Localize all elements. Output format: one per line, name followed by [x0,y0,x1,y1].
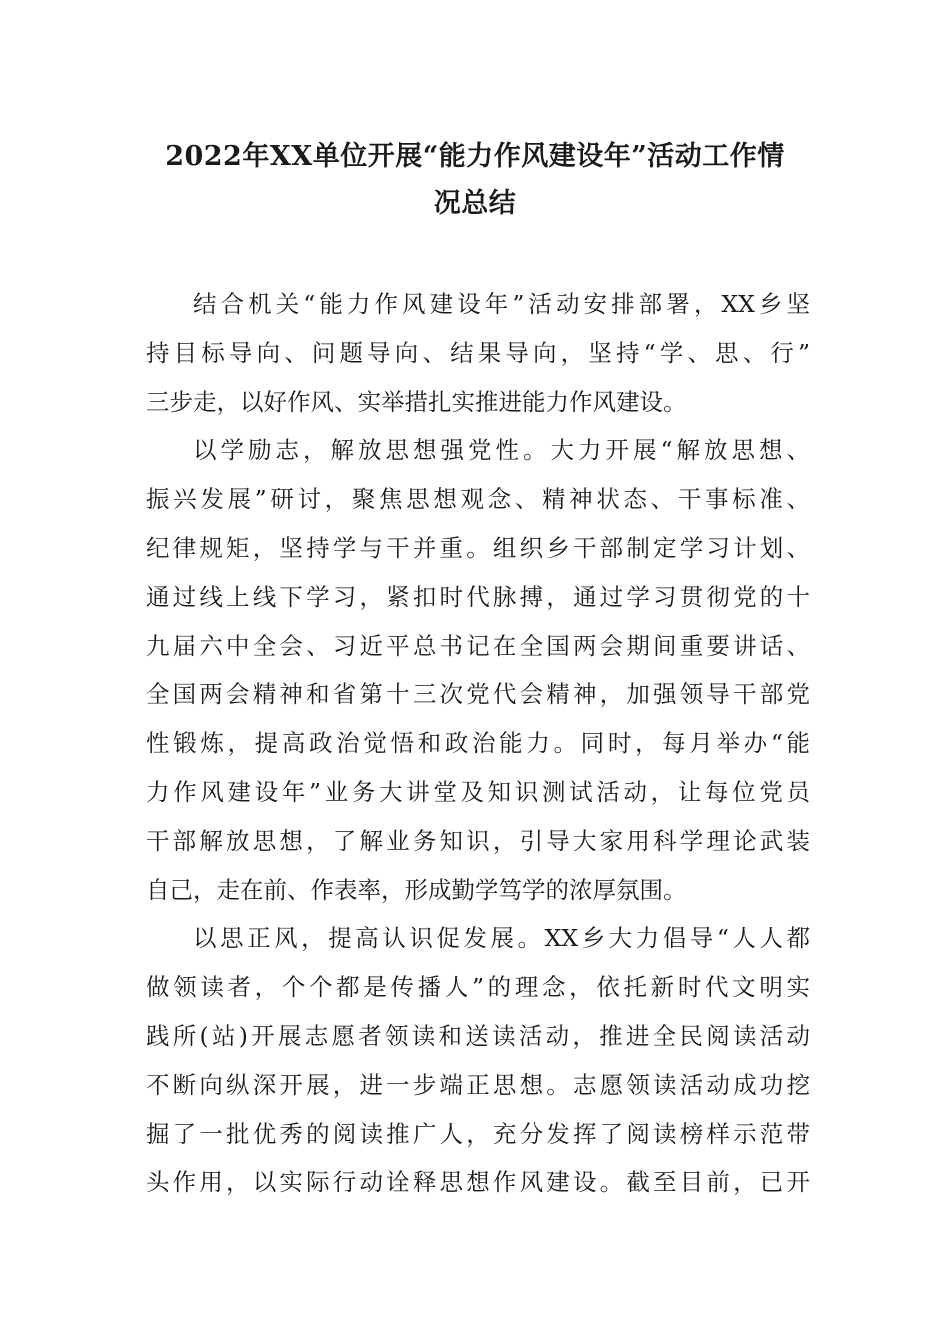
document-title [140,133,810,227]
text-line: 干部解放思想，了解业务知识，引导大家用科学理论武装 [146,826,810,855]
text-line: 自己，走在前、作表率，形成勤学笃学的浓厚氛围。 [146,875,687,904]
text-line: 全国两会精神和省第十三次党代会精神，加强领导干部党 [146,680,810,709]
text-line: 掘了一批优秀的阅读推广人，充分发挥了阅读榜样示范带 [146,1119,810,1148]
text-line: 不断向纵深开展，进一步端正思想。志愿领读活动成功挖 [146,1070,810,1099]
paragraph-study [146,426,810,914]
text-line: 通过线上线下学习，紧扣时代脉搏，通过学习贯彻党的十 [146,582,810,611]
text-line: 持目标导向、问题导向、结果导向，坚持“学、思、行” [146,338,810,367]
text-line: 做领读者，个个都是传播人”的理念，依托新时代文明实 [146,973,810,1002]
text-line: 结合机关“能力作风建设年”活动安排部署，XX乡坚 [193,290,810,318]
text-line: 性锻炼，提高政治觉悟和政治能力。同时，每月举办“能 [146,729,810,758]
text-line: 力作风建设年”业务大讲堂及知识测试活动，让每位党员 [146,777,810,806]
paragraph-intro [146,280,810,426]
text-line: 振兴发展”研讨，聚焦思想观念、精神状态、干事标准、 [146,485,810,514]
text-line: 纪律规矩，坚持学与干并重。组织乡干部制定学习计划、 [146,533,810,562]
document-body [146,280,810,1207]
title-line: 2022年XX单位开展“能力作风建设年”活动工作情 [165,141,785,172]
text-line: 践所(站)开展志愿者领读和送读活动，推进全民阅读活动 [146,1021,810,1050]
text-line: 头作用，以实际行动诠释思想作风建设。截至目前，已开 [146,1168,810,1197]
text-line: 三步走，以好作风、实举措扎实推进能力作风建设。 [146,387,687,416]
text-line: 九届六中全会、习近平总书记在全国两会期间重要讲话、 [146,631,810,660]
text-line: 以思正风，提高认识促发展。XX乡大力倡导“人人都 [193,924,810,953]
paragraph-reflection [146,914,810,1207]
text-line: 以学励志，解放思想强党性。大力开展“解放思想、 [193,436,810,465]
title-line: 况总结 [433,188,517,219]
